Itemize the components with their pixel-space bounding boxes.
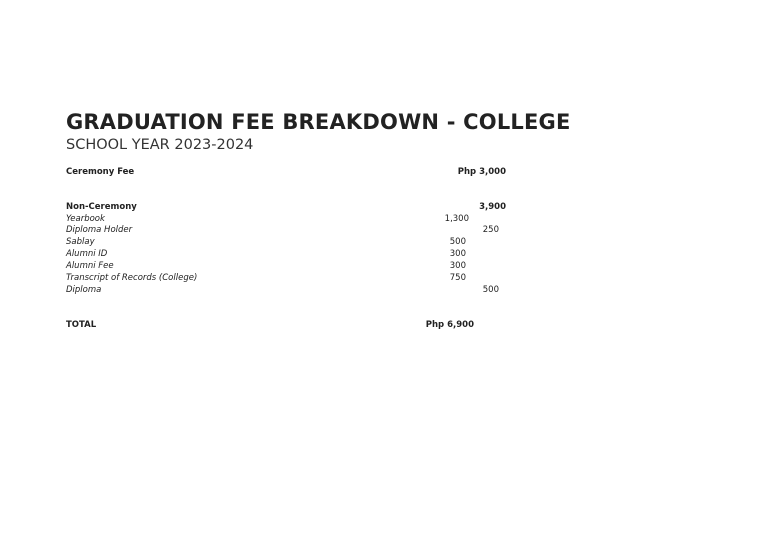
list-item-amount: 500 [449, 237, 466, 247]
list-item-amount: 250 [482, 225, 499, 235]
list-item-label: Alumni ID [66, 249, 108, 259]
non-ceremony-label: Non-Ceremony [66, 202, 137, 212]
page-subtitle: SCHOOL YEAR 2023-2024 [66, 137, 254, 153]
list-item-label: Alumni Fee [66, 261, 114, 271]
list-item-label: Transcript of Records (College) [66, 273, 198, 283]
list-item-amount: 300 [449, 249, 466, 259]
list-item-label: Diploma [66, 285, 102, 295]
page-title: GRADUATION FEE BREAKDOWN - COLLEGE [66, 110, 571, 134]
list-item-amount: 750 [449, 273, 466, 283]
list-item-amount: 300 [449, 261, 466, 271]
ceremony-fee-label: Ceremony Fee [66, 167, 135, 177]
list-item-label: Sablay [66, 237, 95, 247]
list-item-amount: 1,300 [444, 214, 469, 224]
total-label: TOTAL [66, 320, 97, 330]
list-item-amount: 500 [482, 285, 499, 295]
total-amount: Php 6,900 [425, 320, 474, 330]
list-item-label: Diploma Holder [66, 225, 133, 235]
ceremony-fee-amount: Php 3,000 [457, 167, 506, 177]
list-item-label: Yearbook [66, 214, 105, 224]
non-ceremony-amount: 3,900 [479, 202, 506, 212]
